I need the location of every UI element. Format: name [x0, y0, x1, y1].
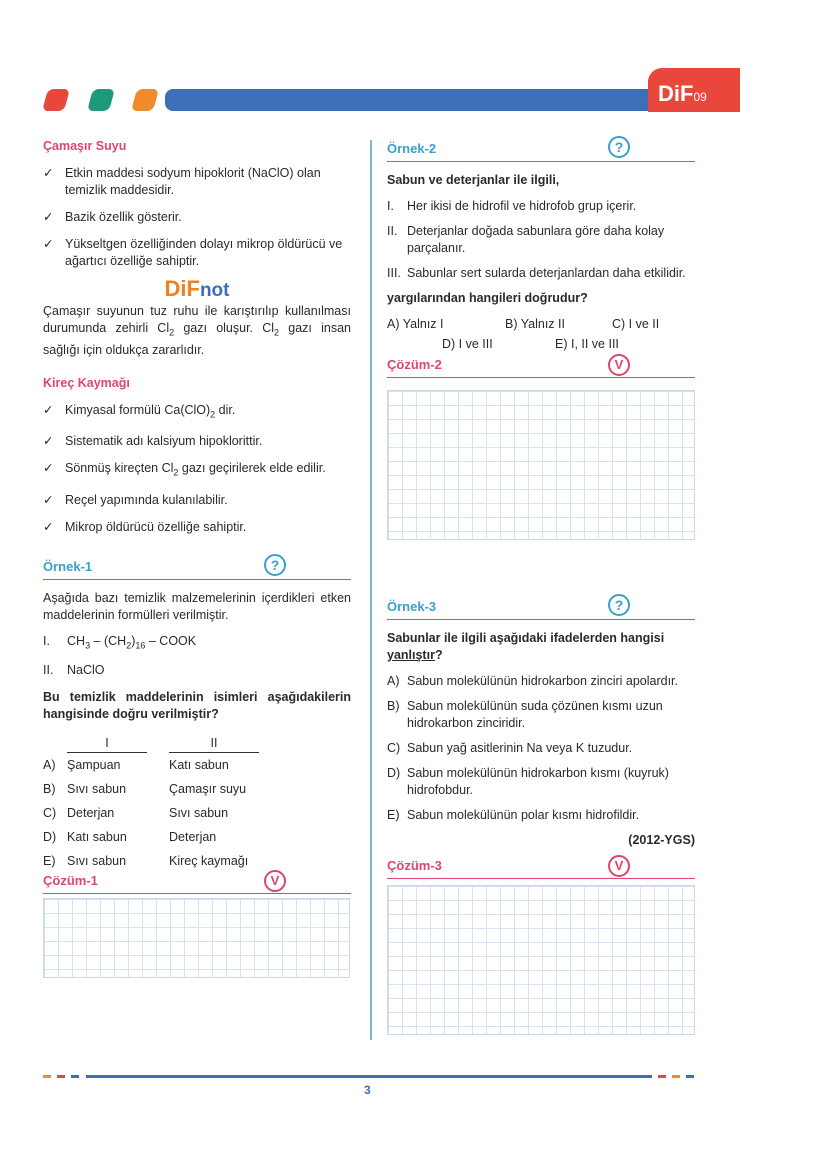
orange-tab-shape [131, 89, 159, 111]
option-text: Sabun molekülünün suda çözünen kısmı uzun hidrokarbon zinciridir. [407, 699, 663, 730]
option-col-ii: Kireç kaymağı [169, 853, 249, 868]
statement-key: III. [387, 266, 401, 280]
label: I. [43, 634, 50, 648]
red-tab-shape [42, 89, 70, 111]
formula [67, 633, 196, 655]
sub: 2 [173, 467, 179, 478]
cozum-title: Çözüm-2 [387, 357, 442, 372]
option-text: Sabun molekülünün hidrokarbon kısmı (kuyruk) hidrofobdur. [407, 766, 669, 797]
ornek-3 [387, 598, 695, 879]
green-tab-shape [87, 89, 115, 111]
check-icon: ✓ [43, 519, 54, 534]
option-key: D) [43, 829, 57, 844]
option-d[interactable]: D) I ve III [442, 337, 493, 351]
answer-option[interactable] [387, 740, 695, 757]
column-headers [43, 735, 351, 753]
option-col-i: Sıvı sabun [67, 853, 127, 868]
t: Sönmüş kireçten Cl [65, 461, 174, 475]
left-column [43, 138, 351, 546]
cozum-title: Çözüm-3 [387, 858, 442, 873]
page-number: 3 [364, 1083, 371, 1097]
option-key: E) [43, 853, 56, 868]
cozum-1 [43, 872, 351, 894]
option-key: C) [43, 805, 57, 820]
formula: NaClO [67, 662, 105, 677]
list-item [43, 209, 351, 226]
option-col-ii: Katı sabun [169, 757, 229, 772]
sub: 16 [135, 640, 146, 651]
underlined: yanlıştır [387, 648, 435, 662]
logo-a: DiF [164, 276, 200, 301]
t: CH [67, 634, 86, 648]
ornek-title: Örnek-2 [387, 141, 437, 156]
option-key: A) [387, 674, 400, 688]
t: ) [131, 634, 136, 648]
sub: 2 [169, 327, 175, 338]
formula-1 [43, 633, 351, 655]
statement-key: I. [387, 199, 394, 213]
dash [57, 1075, 65, 1078]
t: ? [434, 648, 443, 662]
dash [658, 1075, 666, 1078]
option-key: B) [43, 781, 56, 796]
sub: 2 [126, 640, 132, 651]
dash [686, 1075, 694, 1078]
list-item [43, 402, 351, 424]
option-key: C) [387, 741, 401, 755]
answer-option[interactable] [387, 673, 695, 690]
logo-b: not [199, 280, 230, 301]
blue-header-bar [165, 89, 675, 111]
answer-option[interactable] [43, 853, 351, 870]
question-icon: ? [264, 554, 286, 576]
item-text: Yükseltgen özelliğinden dolayı mikrop öldürücü ve ağartıcı özelliğe sahiptir. [65, 237, 343, 268]
dif-badge [648, 68, 740, 112]
ornek-title: Örnek-3 [387, 599, 437, 614]
statement-key: II. [387, 224, 398, 238]
answer-option[interactable] [43, 781, 351, 798]
option-col-ii: Çamaşır suyu [169, 781, 247, 796]
source: (2012-YGS) [628, 833, 695, 847]
item-text: Etkin maddesi sodyum hipoklorit (NaClO) olan temizlik maddesidir. [65, 166, 321, 197]
answer-grid-2[interactable] [387, 390, 695, 540]
list-item [43, 519, 351, 536]
check-icon: ✓ [43, 434, 54, 448]
option-key: D) [387, 766, 401, 780]
t: gazı oluşur. Cl [174, 321, 275, 335]
statement-text: Sabunlar sert sularda deterjanlardan daha etkilidir. [407, 266, 686, 280]
ornek-2 [387, 140, 695, 378]
answer-grid-1[interactable] [43, 898, 350, 978]
answer-option[interactable] [43, 829, 351, 846]
option-col-i: Şampuan [67, 757, 121, 772]
formula-2 [43, 662, 351, 679]
badge-text: DiF [658, 81, 694, 106]
label: II. [43, 662, 54, 677]
list-item [43, 165, 351, 199]
stem: Sabun ve deterjanlar ile ilgili, [387, 173, 560, 187]
question-icon: ? [608, 594, 630, 616]
option-text: Sabun molekülünün hidrokarbon zinciri apolardır. [407, 674, 678, 688]
t: – COOK [145, 634, 197, 648]
badge-number: 09 [693, 90, 707, 104]
cozum-title: Çözüm-1 [43, 873, 98, 888]
check-circle-icon: V [608, 855, 630, 877]
option-b[interactable]: B) Yalnız II [505, 317, 565, 331]
dash [672, 1075, 680, 1078]
option-col-i: Sıvı sabun [67, 781, 127, 796]
check-icon: ✓ [43, 492, 54, 507]
ornek-3-header [387, 598, 695, 620]
sub: 2 [274, 327, 280, 338]
t: – (CH [90, 634, 127, 648]
column-divider [370, 140, 372, 1040]
col-header: I [67, 735, 147, 753]
t: Sistematik adı kalsiyum hipoklorittir. [65, 434, 263, 448]
camasir-title: Çamaşır Suyu [43, 139, 127, 153]
statement-text: Deterjanlar doğada sabunlara göre daha kolay parçalanır. [407, 224, 665, 255]
footer-line [86, 1075, 652, 1078]
cozum-2-header [387, 356, 695, 378]
check-icon: ✓ [43, 166, 54, 180]
option-text: Sabun molekülünün polar kısmı hidrofildir. [407, 808, 640, 822]
option-e[interactable]: E) I, II ve III [555, 337, 619, 351]
cozum-3-header [387, 857, 695, 879]
option-col-i: Deterjan [67, 805, 115, 820]
answer-grid-3[interactable] [387, 885, 695, 1035]
statement [387, 223, 695, 257]
option-key: B) [387, 699, 400, 713]
intro: Aşağıda bazı temizlik malzemelerinin içerdikleri etken maddelerinin formülleri verilmiştir. [43, 591, 351, 622]
check-icon: ✓ [43, 402, 54, 417]
list-item [43, 492, 351, 509]
answer-option[interactable] [43, 757, 351, 774]
ornek-1-header [43, 558, 351, 580]
check-icon: ✓ [43, 210, 54, 224]
answer-option[interactable] [387, 807, 695, 824]
t: gazı geçirilerek elde edilir. [178, 461, 326, 475]
question [387, 630, 695, 664]
t: dir. [215, 402, 236, 417]
question: Bu temizlik maddelerinin isimleri aşağıdakilerin hangisinde doğru verilmiştir? [43, 689, 351, 721]
kirec-title: Kireç Kaymağı [43, 375, 130, 390]
check-circle-icon: V [264, 870, 286, 892]
option-text: Sabun yağ asitlerinin Na veya K tuzudur. [407, 741, 633, 755]
statement [387, 265, 695, 282]
list-item [43, 460, 351, 482]
option-a[interactable]: A) Yalnız I [387, 317, 444, 331]
difnot-logo [43, 276, 351, 301]
check-icon: ✓ [43, 461, 54, 475]
statement-text: Her ikisi de hidrofil ve hidrofob grup içerir. [407, 199, 637, 213]
sub: 3 [85, 640, 91, 651]
option-col-ii: Deterjan [169, 829, 217, 844]
ornek-title: Örnek-1 [43, 559, 93, 574]
check-circle-icon: V [608, 354, 630, 376]
ornek-1 [43, 558, 351, 877]
t: Çamaşır suyunun tuz ruhu ile karıştırılıp kullanılması durumunda zehirli Cl [43, 304, 351, 335]
t: Mikrop öldürücü özelliğe sahiptir. [65, 519, 247, 534]
option-col-ii: Sıvı sabun [169, 805, 229, 820]
statement [387, 198, 695, 215]
check-icon: ✓ [43, 237, 54, 251]
list-item [43, 433, 351, 450]
cozum-1-header [43, 872, 351, 894]
difnot-text [43, 303, 351, 359]
option-key: A) [43, 757, 56, 772]
col-header: II [169, 735, 259, 753]
t: Reçel yapımında kulanılabilir. [65, 492, 228, 507]
answer-option[interactable] [387, 698, 695, 732]
option-c[interactable]: C) I ve II [612, 317, 660, 331]
t: gazı insan sağlığı için oldukça zararlıdır. [43, 321, 351, 357]
item-text: Bazik özellik gösterir. [65, 210, 182, 224]
dash [71, 1075, 79, 1078]
answer-option[interactable] [387, 765, 695, 799]
option-col-i: Katı sabun [67, 829, 127, 844]
t: Sabunlar ile ilgili aşağıdaki ifadelerden hangisi [387, 631, 665, 645]
ornek-2-header [387, 140, 695, 162]
dash [43, 1075, 51, 1078]
t: Kimyasal formülü Ca(ClO) [65, 402, 211, 417]
list-item [43, 236, 351, 270]
question: yargılarından hangileri doğrudur? [387, 291, 588, 305]
answer-option[interactable] [43, 805, 351, 822]
option-key: E) [387, 808, 400, 822]
options [387, 316, 695, 356]
question-icon: ? [608, 136, 630, 158]
sub: 2 [210, 409, 216, 419]
